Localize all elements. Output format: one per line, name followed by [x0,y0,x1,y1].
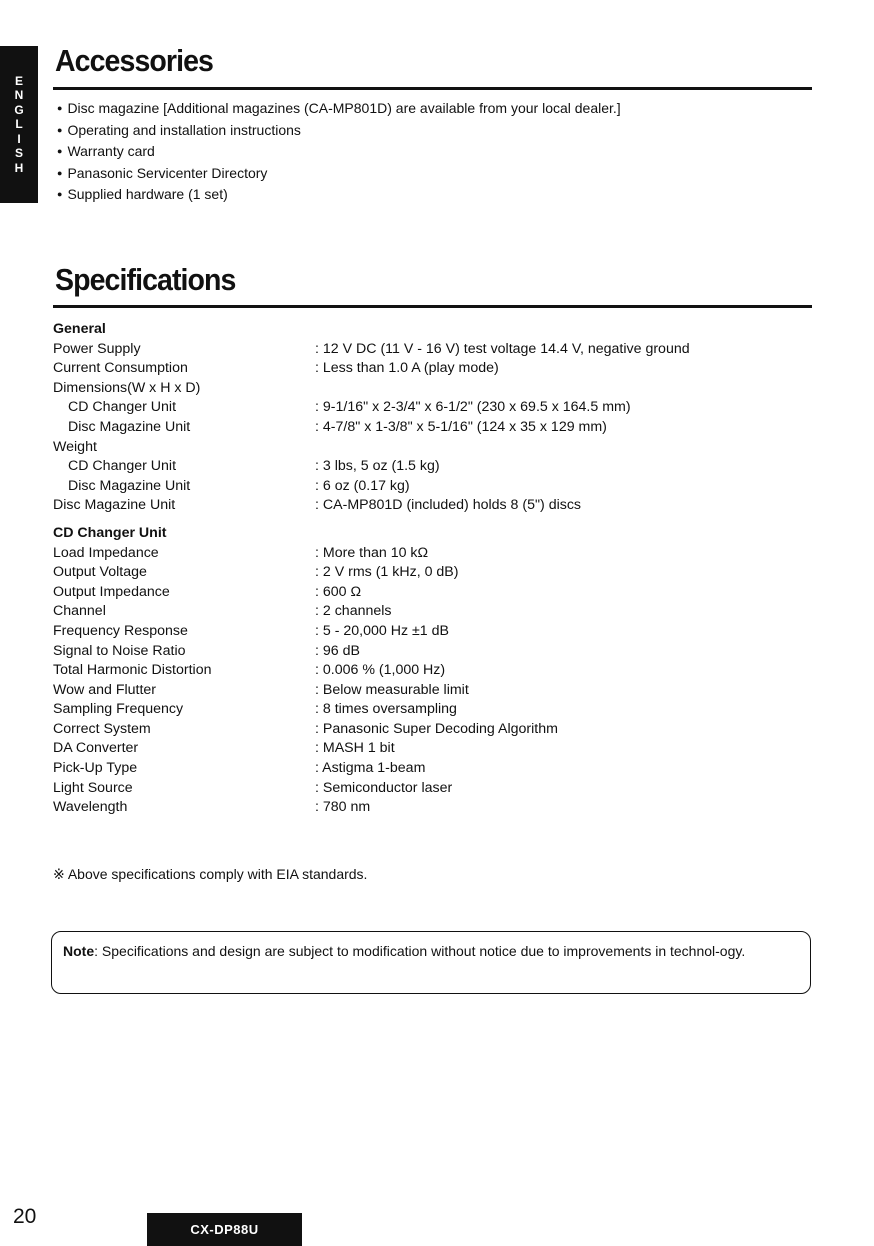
spec-value: : Semiconductor laser [315,779,453,796]
accessory-item: ● Disc magazine [Additional magazines (CA-MP801D) are available from your local dealer.] [57,99,621,121]
general-heading: General [53,321,106,337]
spec-value: : 96 dB [315,642,360,659]
spec-row [53,477,690,497]
spec-value: : 2 channels [315,603,392,620]
spec-label: Power Supply [53,340,141,357]
accessory-item: ● Warranty card [57,142,621,164]
spec-label: Weight [53,438,97,455]
language-tab-letter: N [14,88,24,103]
spec-value: : 12 V DC (11 V - 16 V) test voltage 14.4 V, negative ground [315,340,690,357]
spec-value: : 3 lbs, 5 oz (1.5 kg) [315,458,440,475]
language-tab-letter: L [15,117,23,132]
spec-label: Light Source [53,779,133,796]
model-badge: CX-DP88U [147,1213,302,1246]
note-box [51,931,811,994]
language-tab-letter: G [14,102,24,117]
accessory-item: ● Operating and installation instructions [57,121,621,143]
cd-changer-rows [53,544,690,818]
spec-value: : 6 oz (0.17 kg) [315,477,410,494]
language-tab-letter: E [14,73,23,88]
spec-value: : CA-MP801D (included) holds 8 (5") discs [315,497,582,514]
spec-value: : Astigma 1-beam [315,760,426,777]
spec-value: : Below measurable limit [315,681,469,698]
spec-row [53,340,690,360]
spec-label: Output Impedance [53,583,170,600]
note-label: Note [63,943,95,959]
spec-row [53,457,690,477]
spec-label: Wavelength [53,799,128,816]
spec-value: : 5 - 20,000 Hz ±1 dB [315,622,449,639]
spec-row [53,681,690,701]
language-tab [0,46,38,203]
spec-row [53,759,690,779]
spec-label: Total Harmonic Distortion [53,662,212,679]
spec-label: Disc Magazine Unit [68,477,191,494]
spec-row [53,583,690,603]
spec-label: Channel [53,603,106,620]
language-tab-letter: H [14,160,24,175]
spec-value: : 4-7/8" x 1-3/8" x 5-1/16" (124 x 35 x 129 mm) [315,418,607,435]
spec-row [53,418,690,438]
general-rows [53,340,690,516]
spec-row [53,622,690,642]
spec-row [53,438,690,458]
spec-value: : 9-1/16" x 2-3/4" x 6-1/2" (230 x 69.5 x 164.5 mm) [315,399,631,416]
page-number: 20 [13,1205,37,1228]
eia-compliance-note: ※ Above specifications comply with EIA standards. [53,866,368,882]
spec-row [53,779,690,799]
language-tab-letter: S [14,146,23,161]
spec-row [53,739,690,759]
spec-row [53,798,690,818]
language-tab-letter: I [17,131,21,146]
spec-row [53,602,690,622]
note-text: : Specifications and design are subject to modification without notice due to improvements in technol-ogy. [94,943,746,959]
spec-label: Signal to Noise Ratio [53,642,186,659]
spec-row [53,398,690,418]
specifications-divider [53,305,812,308]
specifications-table [53,320,690,818]
accessory-item: ● Panasonic Servicenter Directory [57,164,621,186]
spec-row [53,496,690,516]
spec-label: DA Converter [53,740,139,757]
spec-label: CD Changer Unit [68,458,177,475]
spec-value: : More than 10 kΩ [315,544,429,561]
spec-value: : 2 V rms (1 kHz, 0 dB) [315,564,459,581]
spec-value: : 8 times oversampling [315,701,457,718]
spec-label: Sampling Frequency [53,701,184,718]
spec-label: Current Consumption [53,360,188,377]
spec-label: Dimensions(W x H x D) [53,379,201,396]
spec-value: : 780 nm [315,799,371,816]
spec-label: Disc Magazine Unit [53,497,176,514]
spec-label: Disc Magazine Unit [68,418,191,435]
accessories-title: Accessories [55,43,213,78]
spec-label: Output Voltage [53,564,147,581]
spec-value: : 600 Ω [315,583,362,600]
spec-row [53,379,690,399]
spec-label: Correct System [53,720,151,737]
spec-label: Frequency Response [53,622,188,639]
accessories-list [57,99,621,207]
accessory-item: ● Supplied hardware (1 set) [57,185,621,207]
spec-row [53,661,690,681]
spec-row [53,720,690,740]
spec-row [53,700,690,720]
spec-row [53,642,690,662]
spec-value: : Panasonic Super Decoding Algorithm [315,720,558,737]
spec-value: : MASH 1 bit [315,740,395,757]
spec-row [53,544,690,564]
spec-value: : 0.006 % (1,000 Hz) [315,662,446,679]
spec-label: CD Changer Unit [68,399,177,416]
spec-label: Load Impedance [53,544,159,561]
spec-label: Wow and Flutter [53,681,157,698]
specifications-title: Specifications [55,262,236,297]
spec-row [53,563,690,583]
accessories-divider [53,87,812,90]
spec-label: Pick-Up Type [53,760,138,777]
spec-row [53,359,690,379]
cd-changer-heading: CD Changer Unit [53,524,167,541]
spec-value: : Less than 1.0 A (play mode) [315,360,499,377]
